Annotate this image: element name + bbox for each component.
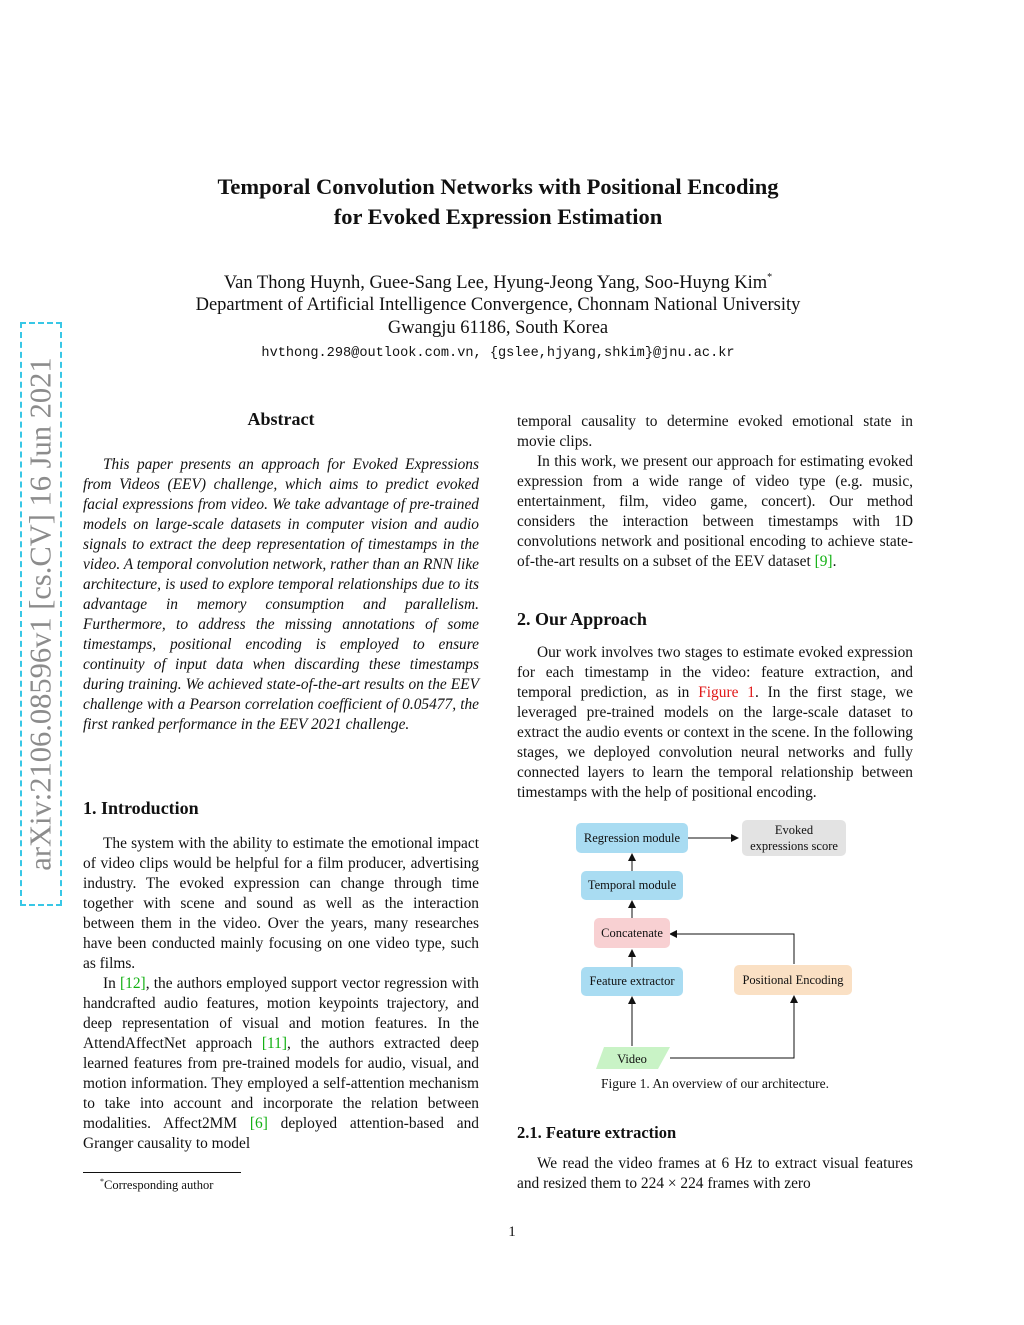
abstract-heading: Abstract <box>247 409 315 429</box>
regression-label: Regression module <box>583 831 681 845</box>
text-run: , the authors extracted deep learned features from pre-trained models for audio, visual, and motion information. They employed a self-attention mechanism to take into account and incorporate the relation between modalities. Affect2MM <box>83 1035 480 1132</box>
temporal-module-box <box>581 871 683 900</box>
temporal-label: Temporal module <box>587 878 677 892</box>
footnote <box>100 1177 213 1193</box>
text-run: . In the first stage, we leveraged pre-trained models on the large-scale dataset to extract the audio events or context in the scene. In the following stages, we deployed convolution neural networks and fully connected layers to learn the temporal relationship between timestamps with the help of positional encoding. <box>517 684 913 801</box>
arrow-video-to-positional <box>670 996 794 1058</box>
authors <box>100 272 896 294</box>
author-mark: * <box>767 272 773 283</box>
positional-encoding-box <box>734 965 852 995</box>
arxiv-stamp <box>20 322 62 906</box>
footnote-rule <box>83 1172 241 1173</box>
evoked-label-line-1: Evoked <box>774 823 814 837</box>
evoked-score-box <box>742 820 846 856</box>
positional-encoding-label: Positional Encoding <box>742 973 844 987</box>
footnote-text: Corresponding author <box>104 1178 214 1192</box>
text-run: , the authors employed support vector regression with handcrafted audio features, motion keypoints trajectory, and deep representation of visual and motion features. In the AttendAffectNet approach <box>83 975 479 1052</box>
text-run: In this work, we present our approach for estimating evoked expression from a wide range of video type (e.g. music, entertainment, film, video game, concert). Our method considers the interaction between timestamps with 1D convolutions network and positional encoding to achieve state-of-the-art results on a subset of the EEV dataset <box>517 453 913 570</box>
paper-title-line-1: Temporal Convolution Networks with Positional Encoding <box>217 174 779 199</box>
footnote-mark: * <box>100 1177 104 1186</box>
video-input-shape <box>596 1047 670 1069</box>
text-run: . <box>832 553 837 570</box>
feature-extraction-heading: 2.1. Feature extraction <box>517 1123 677 1142</box>
video-label: Video <box>617 1052 647 1066</box>
concatenate-label: Concatenate <box>601 926 663 940</box>
feature-paragraph: We read the video frames at 6 Hz to extract visual features and resized them to 224 × 224 frames with zero <box>517 1155 913 1192</box>
address: Gwangju 61186, South Korea <box>387 318 609 338</box>
regression-module-box <box>576 823 688 853</box>
abstract-block <box>83 455 479 735</box>
emails: hvthong.298@outlook.com.vn, {gslee,hjyang,shkim}@jnu.ac.kr <box>261 346 735 361</box>
page-number: 1 <box>508 1224 516 1240</box>
affiliation: Department of Artificial Intelligence Convergence, Chonnam National University <box>195 295 801 315</box>
right-col-top <box>517 412 913 572</box>
feature-extractor-box <box>581 967 683 996</box>
arxiv-id: arXiv:2106.08596v1 [cs.CV] 16 Jun 2021 <box>23 357 58 871</box>
intro-paragraph-2 <box>83 974 479 1154</box>
concatenate-box <box>594 918 670 948</box>
citation-9[interactable]: [9] <box>814 553 833 570</box>
evoked-label-line-2: expressions score <box>750 839 838 853</box>
citation-6[interactable]: [6] <box>249 1115 268 1132</box>
approach-block <box>517 643 913 803</box>
figure-1-link[interactable]: Figure 1 <box>698 684 755 701</box>
intro-heading: 1. Introduction <box>83 798 199 818</box>
feature-extractor-label: Feature extractor <box>589 974 675 988</box>
intro-paragraph-1: The system with the ability to estimate the emotional impact of video clips would be helpful for a film producer, advertising industry. The evoked expression can change through time together with scene and sound as well as the interaction between them in the video. Over the years, many researches have been conducted mainly focusing on one video type, such as films. <box>83 835 479 972</box>
continued-paragraph: temporal causality to determine evoked emotional state in movie clips. <box>517 413 913 450</box>
text-run: Our work involves two stages to estimate evoked expression for each timestamp in the video: feature extraction, and temporal prediction, as in <box>517 644 913 701</box>
citation-12[interactable]: [12] <box>120 975 146 992</box>
architecture-figure <box>560 810 860 1070</box>
work-paragraph <box>517 452 913 572</box>
intro-block <box>83 834 479 1154</box>
abstract-body: This paper presents an approach for Evoked Expressions from Videos (EEV) challenge, which aims to predict evoked facial expressions from video. We take advantage of pre-trained models on large-scale datasets in computer vision and audio signals to extract the deep representation of timestamps in the video. A temporal convolution network, rather than an RNN like architecture, is used to explore temporal relationships due to its advantage in memory consumption and parallelism. Furthermore, to address the missing annotations of some timestamps, positional encoding is employed to ensure continuity of input data when discarding these timestamps during training. We achieved state-of-the-art results on the EEV challenge with a Pearson correlation coefficient of 0.05477, the first ranked performance in the EEV 2021 challenge. <box>83 456 479 733</box>
approach-paragraph <box>517 643 913 803</box>
figure-caption: Figure 1. An overview of our architecture. <box>601 1076 829 1091</box>
approach-heading: 2. Our Approach <box>517 609 647 629</box>
arrow-positional-to-concat <box>670 934 794 964</box>
citation-11[interactable]: [11] <box>261 1035 287 1052</box>
feature-block <box>517 1154 913 1194</box>
paper-title-line-2: for Evoked Expression Estimation <box>333 204 663 229</box>
author-names: Van Thong Huynh, Guee-Sang Lee, Hyung-Jeong Yang, Soo-Huyng Kim <box>223 273 768 293</box>
text-run: deployed attention-based and Granger causality to model <box>83 1115 480 1152</box>
text-run: In <box>103 975 121 992</box>
